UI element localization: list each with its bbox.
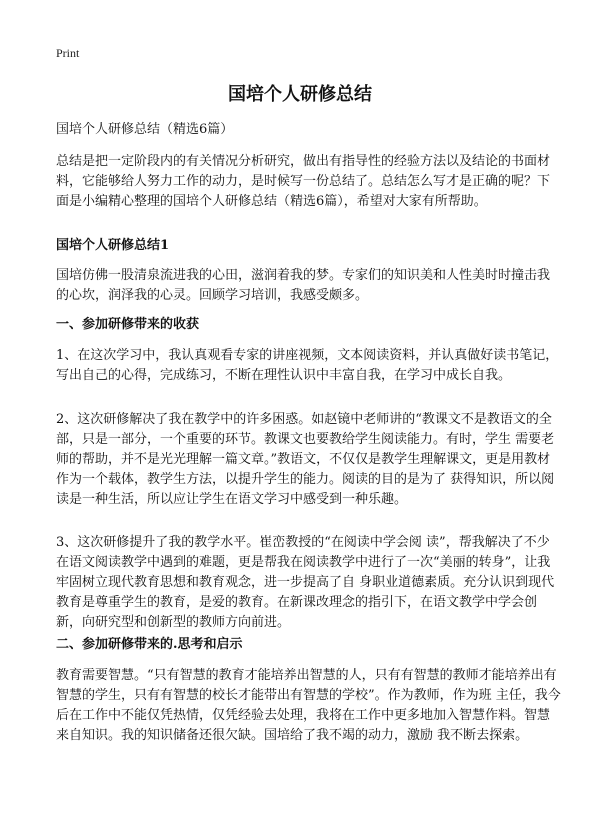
intro-paragraph: 总结是把一定阶段内的有关情况分析研究，做出有指导性的经验方法以及结论的书面材料，它能够给人努力工作的动力，是时候写一份总结了。总结怎么写才是正确的呢？下面是小编精心整理的国培个人研修总结（精选6篇），希望对大家有所帮助。 <box>56 154 551 209</box>
gain-item-3: 3、这次研修提升了我的教学水平。崔峦教授的“在阅读中学会阅 读”，帮我解决了不少在语文阅读教学中遇到的难题，更是帮我在阅读教学中进行了一次“美丽的转身”，让我牢固树立现代教育思想和教育观念，进一步提高了自 身职业道德素质。充分认识到现代教育是尊重学生的教育，是爱的教育。在新课改理念的指引下，在语文教学中学会创新，向研究型和创新型的教师方向前进。 <box>56 535 555 630</box>
section-heading-reflections: 二、参加研修带来的.思考和启示 <box>56 637 243 652</box>
part-heading: 国培个人研修总结1 <box>56 238 170 253</box>
reflection-paragraph: 教育需要智慧。“只有智慧的教育才能培养出智慧的人，只有有智慧的教师才能培养出有智慧的学生，只有有智慧的校长才能带出有智慧的学校”。作为教师，作为班 主任，我今后在工作中不能仅凭热情，仅凭经验去处理，我将在工作中更多地加入智慧作料。智慧来自知识。我的知识储备还很欠缺。国培给了我不竭的动力，激励 我不断去探索。 <box>56 668 561 743</box>
print-link[interactable]: Print <box>56 46 80 60</box>
section-heading-gains: 一、参加研修带来的收获 <box>56 317 200 332</box>
opening-paragraph: 国培仿佛一股清泉流进我的心田，滋润着我的梦。专家们的知识美和人性美时时撞击我的心坎，润泽我的心灵。回顾学习培训，我感受颇多。 <box>56 268 551 303</box>
gain-item-1: 1、在这次学习中，我认真观看专家的讲座视频，文本阅读资料，并认真做好读书笔记，写出自己的心得，完成练习，不断在理性认识中丰富自我，在学习中成长自我。 <box>56 348 559 383</box>
gain-item-2: 2、这次研修解决了我在教学中的许多困惑。如赵镜中老师讲的“教课文不是教语文的全部，只是一部分，一个重要的环节。教课文也要教给学生阅读能力。有时，学生 需要老师的帮助，并不是光光理解一篇文章。”教语文，不仅仅是教学生理解课文，更是用教材作为一个载体，教学生方法，以提升学生的能力。阅读的目的是为了 获得知识，所以阅读是一种生活，所以应让学生在语文学习中感受到一种乐趣。 <box>56 412 555 507</box>
document-subtitle: 国培个人研修总结（精选6篇） <box>56 122 234 137</box>
page-title: 国培个人研修总结 <box>228 84 372 105</box>
